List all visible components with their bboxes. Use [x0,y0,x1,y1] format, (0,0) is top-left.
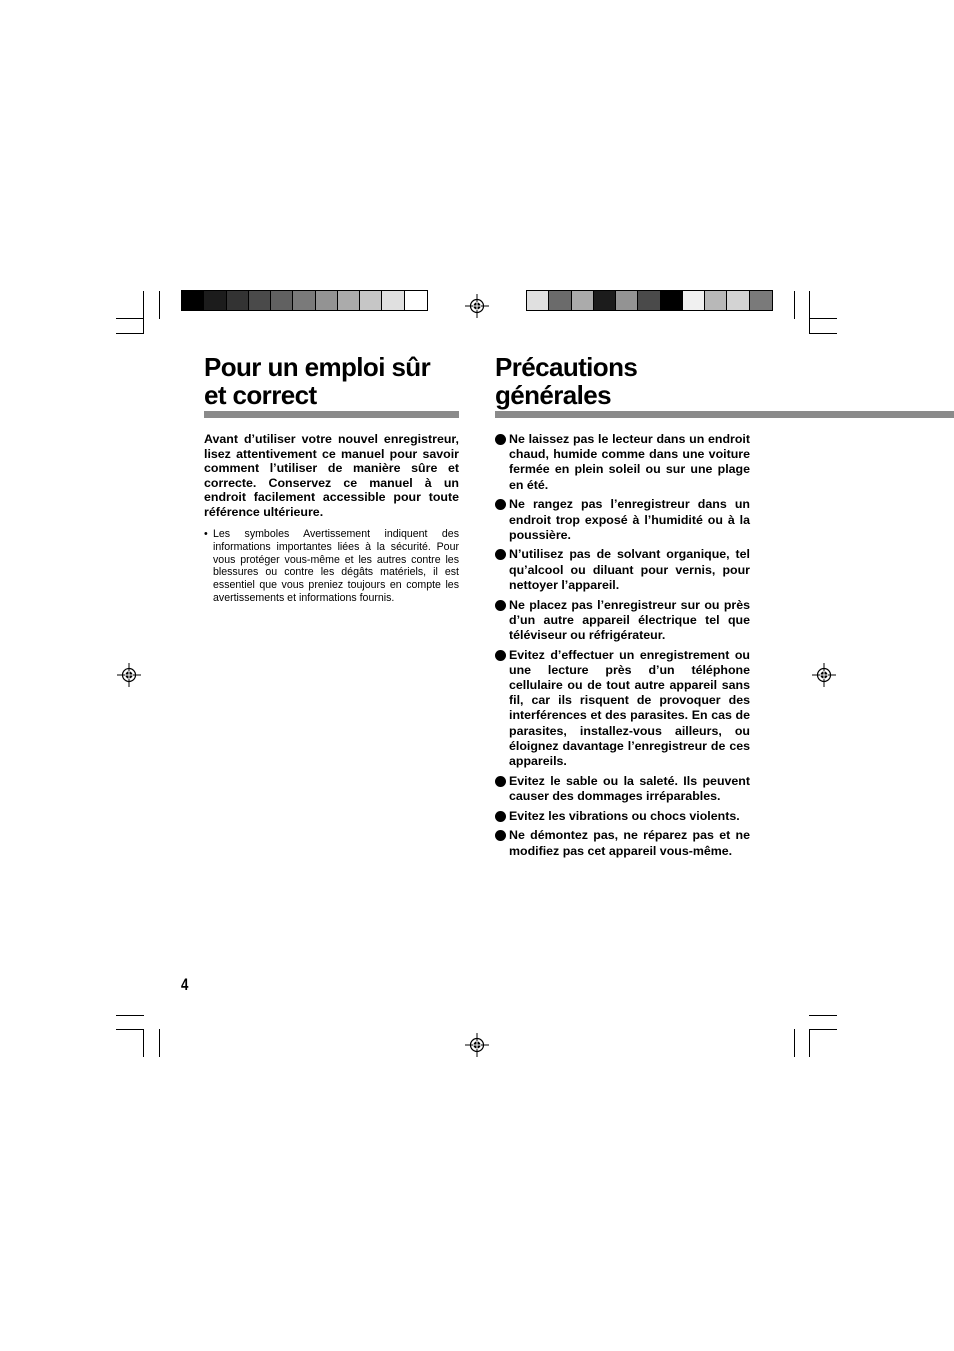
color-swatch [616,291,638,310]
color-swatch [683,291,705,310]
list-item [495,828,750,858]
crop-mark [116,333,144,334]
crop-mark [159,1029,160,1057]
list-item-text: N’utilisez pas de solvant organique, tel qu’alcool ou diluant pour vernis, pour nettoyer l’appareil. [509,547,750,592]
list-item [495,432,750,493]
list-item [495,547,750,593]
registration-mark-icon [465,294,489,318]
bullet-dot-icon [495,600,506,611]
color-swatch [204,291,226,310]
list-item [495,809,750,824]
color-swatch [249,291,271,310]
title-rule [204,411,459,418]
registration-mark-icon [117,663,141,687]
color-swatch [316,291,338,310]
warning-symbols-note [204,528,459,605]
title-line: et correct [204,380,317,410]
bullet: • [204,528,208,540]
grayscale-color-bar-left [181,290,428,311]
note-text: Les symboles Avertissement indiquent des informations importantes liées à la sécurité. Pour vous protéger vous-même et les autres contre les blessures ou contre les dégâts matériels, il est essentiel que vous preniez toujours en compte les avertissements et informations fournis. [213,528,459,604]
title-line: Pour un emploi sûr [204,352,431,382]
registration-mark-icon [812,663,836,687]
color-swatch [271,291,293,310]
crop-mark [809,318,837,319]
bullet-dot-icon [495,434,506,445]
list-item-text: Evitez d’effectuer un enregistrement ou une lecture près d’un téléphone cellulaire ou de tout autre appareil sans fil, car ils risquent de provoquer des interférences et des parasites. En cas de parasites, installez-vous ailleurs, ou éloignez davantage l’enregistreur de ces appareils. [509,647,750,769]
list-item-text: Evitez les vibrations ou chocs violents. [509,808,740,823]
crop-mark [809,291,810,333]
color-swatch [527,291,549,310]
list-item [495,774,750,804]
list-item-text: Ne placez pas l’enregistreur sur ou près d’un autre appareil électrique tel que téléviseur ou réfrigérateur. [509,597,750,642]
list-item-text: Ne démontez pas, ne réparez pas et ne modifiez pas cet appareil vous-même. [509,828,750,858]
registration-mark-icon [465,1033,489,1057]
bullet-dot-icon [495,650,506,661]
bullet-dot-icon [495,830,506,841]
bullet-dot-icon [495,811,506,822]
color-swatch [638,291,660,310]
crop-mark [116,1029,144,1030]
crop-mark [809,333,837,334]
bullet-dot-icon [495,549,506,560]
color-swatch [360,291,382,310]
bullet-dot-icon [495,499,506,510]
list-item [495,598,750,644]
color-swatch [661,291,683,310]
title-line: générales [495,380,612,410]
precautions-list [495,432,750,863]
crop-mark [809,1015,837,1016]
crop-mark [143,291,144,333]
color-swatch [293,291,315,310]
list-item-text: Ne laissez pas le lecteur dans un endroit chaud, humide comme dans une voiture fermée en plein soleil ou sur une plage en été. [509,432,750,492]
list-item-text: Ne rangez pas l’enregistreur dans un endroit trop exposé à l’humidité ou à la poussière. [509,497,750,542]
crop-mark [143,1029,144,1057]
list-item [495,497,750,543]
title-rule [495,411,954,418]
bullet-dot-icon [495,776,506,787]
color-swatch [705,291,727,310]
grayscale-color-bar-right [526,290,773,311]
crop-mark [116,1015,144,1016]
color-swatch [227,291,249,310]
intro-paragraph: Avant d’utiliser votre nouvel enregistreur, lisez attentivement ce manuel pour savoir comment l’utiliser de manière sûre et correcte. Conservez ce manuel à un endroit facilement accessible pour toute référence ultérieure. [204,432,459,519]
color-swatch [405,291,427,310]
color-swatch [182,291,204,310]
section-title-safe-use [204,353,464,409]
crop-mark [794,1029,795,1057]
color-swatch [549,291,571,310]
color-swatch [750,291,772,310]
list-item [495,648,750,770]
color-swatch [338,291,360,310]
color-swatch [382,291,404,310]
crop-mark [809,1029,810,1057]
list-item-text: Evitez le sable ou la saleté. Ils peuvent causer des dommages irréparables. [509,773,750,803]
color-swatch [594,291,616,310]
crop-mark [116,318,144,319]
color-swatch [572,291,594,310]
page-number: 4 [181,975,189,994]
title-line: Précautions [495,352,638,382]
crop-mark [159,291,160,319]
color-swatch [727,291,749,310]
crop-mark [809,1029,837,1030]
crop-mark [794,291,795,319]
section-title-general-precautions [495,353,755,409]
